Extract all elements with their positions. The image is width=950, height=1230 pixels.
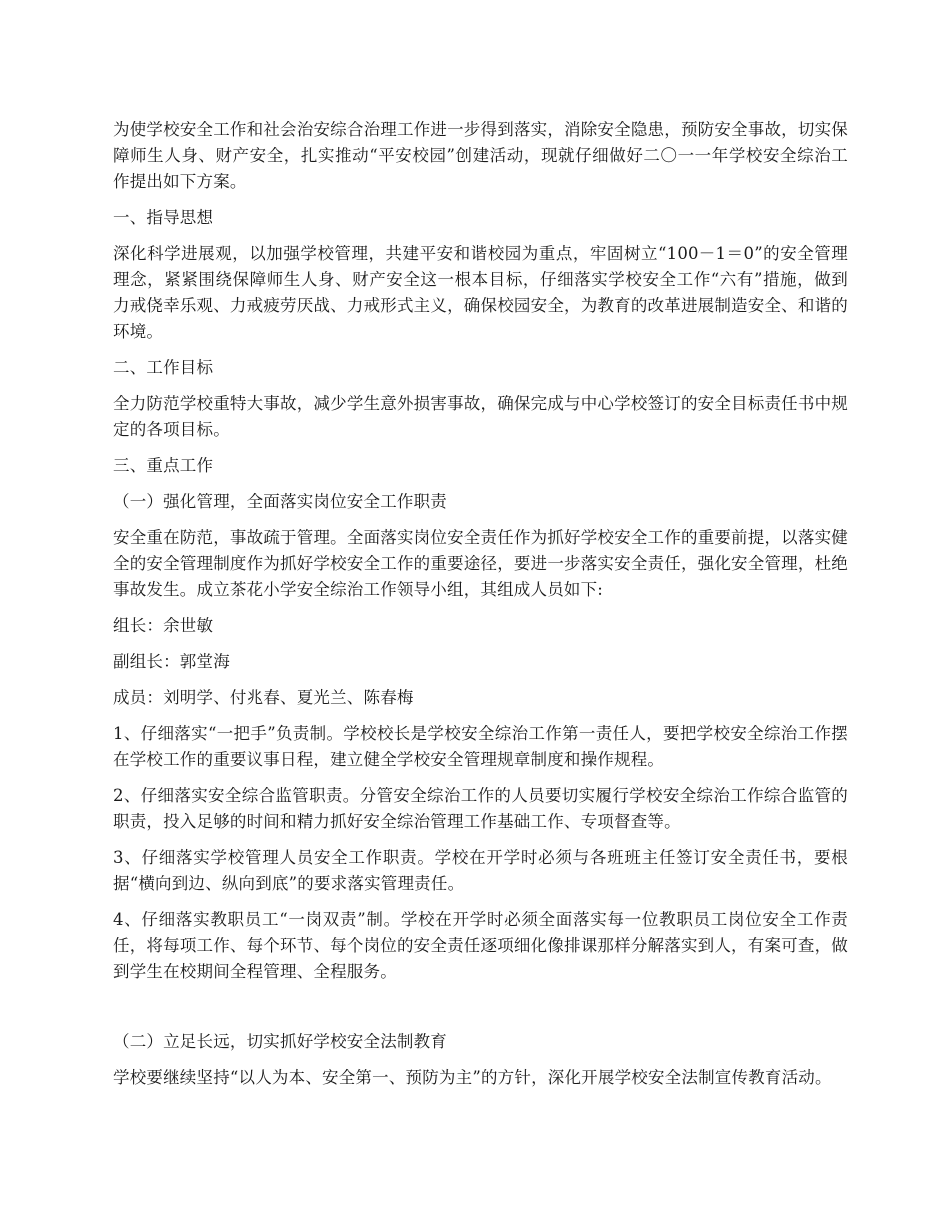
section-heading-guiding-ideology: 一、指导思想 (113, 208, 214, 227)
work-goals-paragraph: 全力防范学校重特大事故，减少学生意外损害事故，确保完成与中心学校签订的安全目标责任书中规定的各项目标。 (113, 394, 848, 439)
intro-paragraph: 为使学校安全工作和社会治安综合治理工作进一步得到落实，消除安全隐患，预防安全事故，切实保障师生人身、财产安全，扎实推动“平安校园”创建活动，现就仔细做好二〇一一年学校安全综治工作提出如下方案。 (113, 120, 848, 191)
section-heading-key-work: 三、重点工作 (113, 456, 214, 475)
subsection-heading-legal-education: （二）立足长远，切实抓好学校安全法制教育 (113, 1032, 447, 1051)
list-item-4: 4、仔细落实教职员工“一岗双责”制。学校在开学时必须全面落实每一位教职员工岗位安全工作责任，将每项工作、每个环节、每个岗位的安全责任逐项细化像排课那样分解落实到人，有案可查，做到学生在校期间全程管理、全程服务。 (113, 910, 848, 981)
team-vice-leader: 副组长：郭堂海 (113, 652, 230, 671)
spacer (113, 995, 848, 1029)
legal-education-paragraph: 学校要继续坚持“以人为本、安全第一、预防为主”的方针，深化开展学校安全法制宣传教育活动。 (113, 1068, 832, 1087)
list-item-3: 3、仔细落实学校管理人员安全工作职责。学校在开学时必须与各班班主任签订安全责任书，要根据“横向到边、纵向到底”的要求落实管理责任。 (113, 848, 848, 893)
section-heading-work-goals: 二、工作目标 (113, 358, 214, 377)
subsection-heading-management: （一）强化管理，全面落实岗位安全工作职责 (113, 492, 447, 511)
list-item-1: 1、仔细落实“一把手”负责制。学校校长是学校安全综治工作第一责任人，要把学校安全综治工作摆在学校工作的重要议事日程，建立健全学校安全管理规章制度和操作规程。 (113, 724, 848, 769)
document-page (113, 117, 848, 1101)
team-members: 成员：刘明学、付兆春、夏光兰、陈春梅 (113, 688, 414, 707)
guiding-ideology-paragraph: 深化科学进展观，以加强学校管理，共建平安和谐校园为重点，牢固树立“100－1＝0”的安全管理理念，紧紧围绕保障师生人身、财产安全这一根本目标，仔细落实学校安全工作“六有”措施，做到力戒侥幸乐观、力戒疲劳厌战、力戒形式主义，确保校园安全，为教育的改革进展制造安全、和谐的环境。 (113, 244, 848, 341)
management-paragraph: 安全重在防范，事故疏于管理。全面落实岗位安全责任作为抓好学校安全工作的重要前提，以落实健全的安全管理制度作为抓好学校安全工作的重要途径，要进一步落实安全责任，强化安全管理，杜绝事故发生。成立茶花小学安全综治工作领导小组，其组成人员如下: (113, 528, 848, 599)
team-leader: 组长：余世敏 (113, 616, 214, 635)
list-item-2: 2、仔细落实安全综合监管职责。分管安全综治工作的人员要切实履行学校安全综治工作综合监管的职责，投入足够的时间和精力抓好安全综治管理工作基础工作、专项督查等。 (113, 786, 848, 831)
